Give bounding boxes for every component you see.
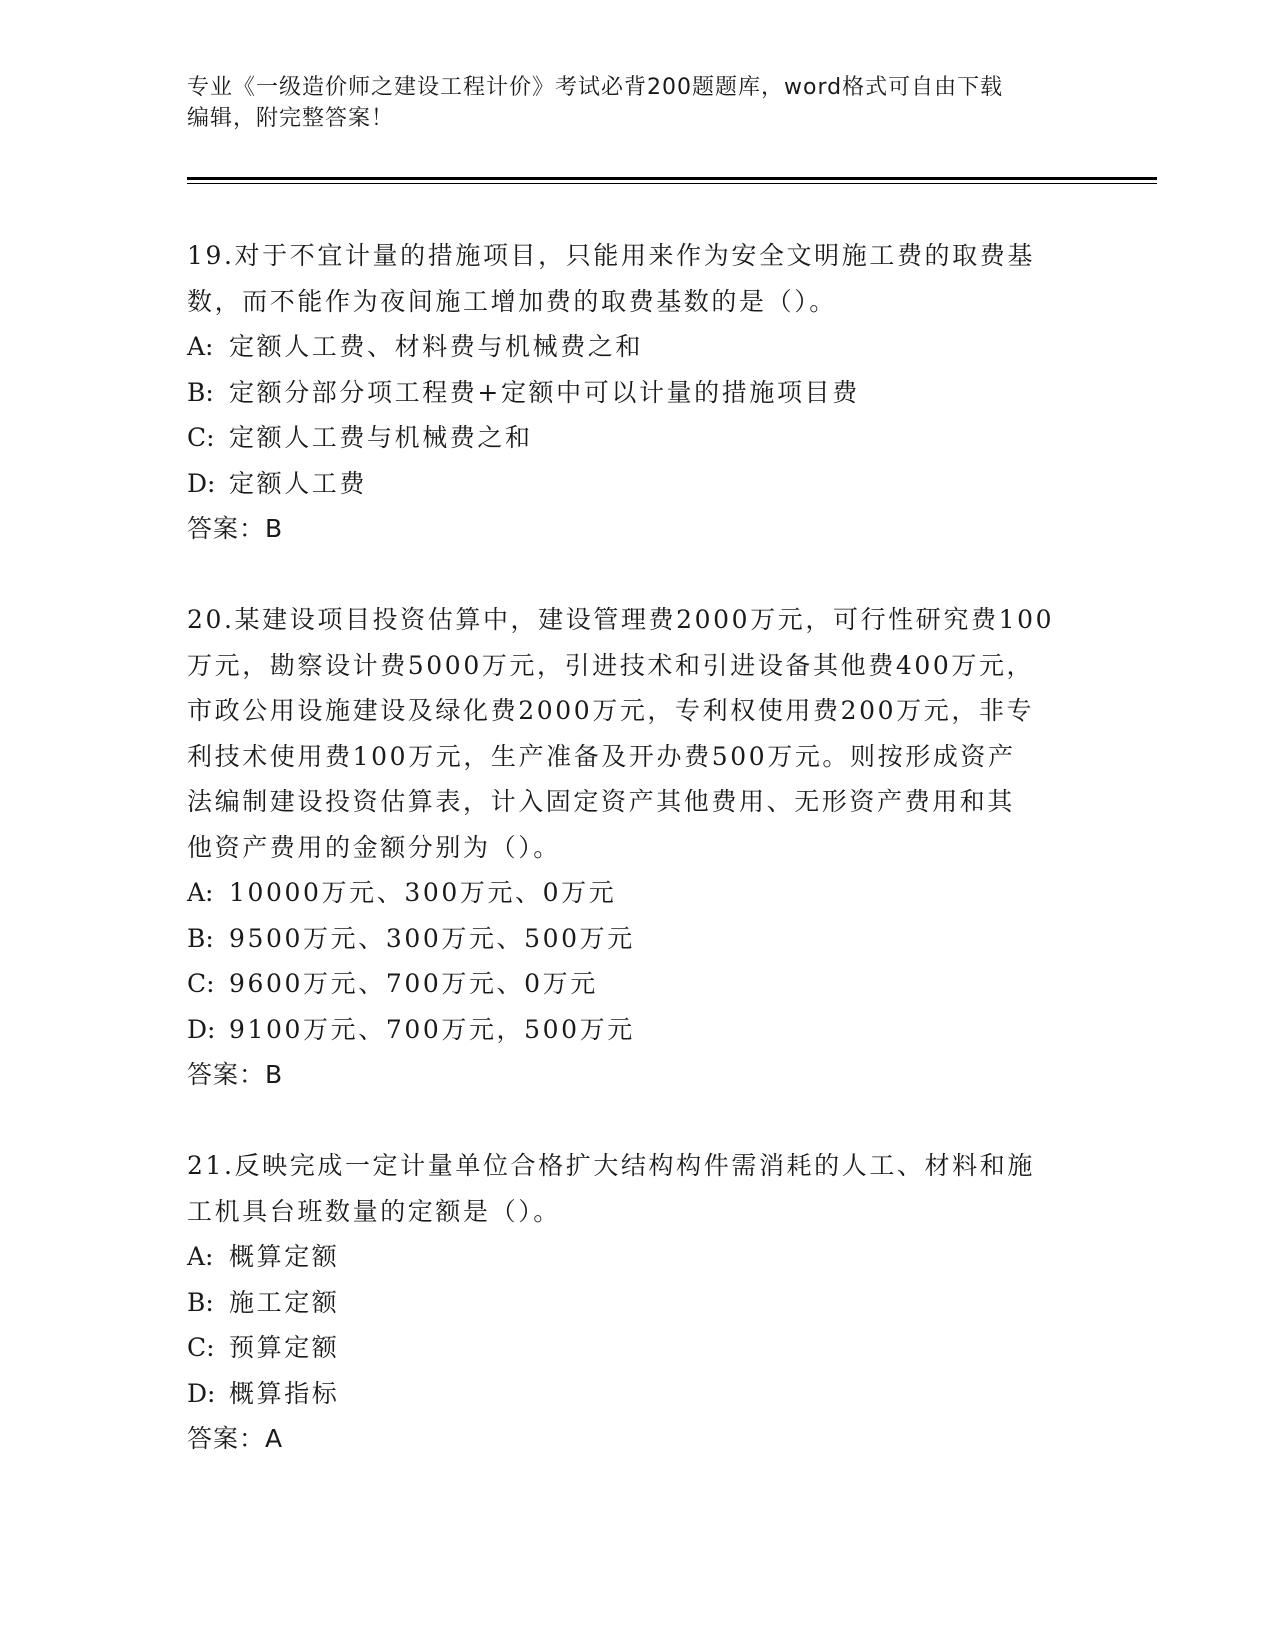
option-label: A: [187,1242,214,1271]
option-label: A: [187,878,214,907]
header-line-1: 专业《一级造价师之建设工程计价》考试必背200题题库，word格式可自由下载 [187,75,1004,100]
question-stem-line: 利技术使用费100万元，生产准备及开办费500万元。则按形成资产 [187,741,1016,771]
option-text: 定额人工费、材料费与机械费之和 [229,332,644,361]
header-line-2: 编辑，附完整答案！ [187,106,395,131]
answer-line: 答案：B [187,1060,284,1089]
option-text: 定额人工费与机械费之和 [229,423,533,452]
question-stem-line: 市政公用设施建设及绿化费2000万元，专利权使用费200万元，非专 [187,696,1035,725]
answer-line: 答案：B [187,514,284,543]
option-text: 概算定额 [229,1242,340,1271]
question-stem-line: 万元，勘察设计费5000万元，引进技术和引进设备其他费400万元， [187,650,1035,680]
option-text: 预算定额 [229,1333,340,1362]
option-text: 概算指标 [229,1378,340,1408]
option-label: B: [187,1287,214,1317]
option-label: D: [187,1378,216,1408]
question-19 [187,233,1087,552]
document-header [187,72,1087,134]
option-label: D: [187,1014,216,1044]
header-divider-thin [187,183,1157,184]
option-label: B: [187,377,214,407]
option-a [187,870,1087,916]
option-a [187,324,1087,370]
option-text: 定额分部分项工程费+定额中可以计量的措施项目费 [229,377,860,407]
option-label: D: [187,468,216,498]
option-d [187,1371,1087,1417]
header-divider-thick [187,177,1157,180]
question-stem-line: 工机具台班数量的定额是（）。 [187,1196,561,1226]
option-label: B: [187,923,214,953]
option-text: 9600万元、700万元、0万元 [229,969,598,998]
answer-line: 答案：A [187,1424,284,1453]
option-label: C: [187,1333,215,1362]
option-b [187,370,1087,416]
question-stem-line: 19.对于不宜计量的措施项目，只能用来作为安全文明施工费的取费基 [187,241,1035,270]
question-stem-line: 20.某建设项目投资估算中，建设管理费2000万元，可行性研究费100 [187,605,1055,634]
option-text: 施工定额 [229,1287,340,1317]
question-stem-line: 他资产费用的金额分别为（）。 [187,832,561,862]
option-text: 9100万元、700万元，500万元 [229,1014,635,1044]
question-20 [187,597,1087,1098]
option-text: 10000万元、300万元、0万元 [229,878,617,907]
option-label: A: [187,332,214,361]
option-b [187,1280,1087,1326]
option-a [187,1234,1087,1280]
question-stem-line: 数，而不能作为夜间施工增加费的取费基数的是（）。 [187,286,837,316]
question-21 [187,1143,1087,1462]
option-c [187,961,1087,1007]
option-d [187,461,1087,507]
option-c [187,1325,1087,1371]
option-b [187,916,1087,962]
option-text: 定额人工费 [229,468,368,498]
option-d [187,1007,1087,1053]
option-text: 9500万元、300万元、500万元 [229,923,635,953]
question-stem-line: 法编制建设投资估算表，计入固定资产其他费用、无形资产费用和其 [187,787,1016,816]
option-label: C: [187,423,215,452]
option-label: C: [187,969,215,998]
option-c [187,415,1087,461]
question-stem-line: 21.反映完成一定计量单位合格扩大结构构件需消耗的人工、材料和施 [187,1151,1035,1180]
